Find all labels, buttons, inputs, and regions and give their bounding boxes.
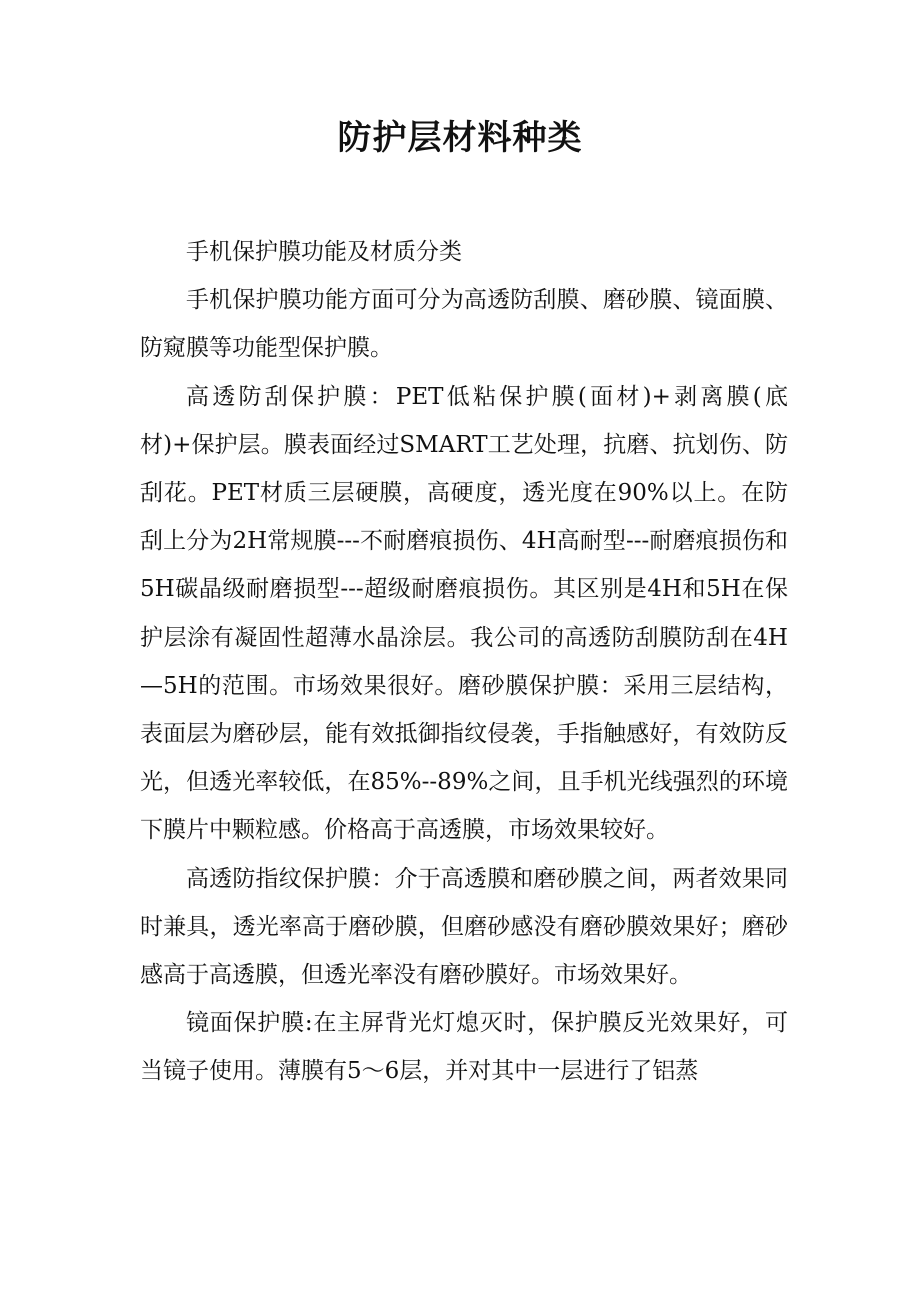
- document-body: [140, 228, 788, 1096]
- paragraph-mirror-film: 镜面保护膜:在主屏背光灯熄灭时，保护膜反光效果好，可当镜子使用。薄膜有5～6层，并对其中一层进行了铝蒸: [140, 1010, 788, 1085]
- paragraph-function-overview: 手机保护膜功能方面可分为高透防刮膜、磨砂膜、镜面膜、防窥膜等功能型保护膜。: [140, 287, 788, 362]
- paragraph-anti-fingerprint-film: 高透防指纹保护膜：介于高透膜和磨砂膜之间，两者效果同时兼具，透光率高于磨砂膜，但磨砂感没有磨砂膜效果好；磨砂感高于高透膜，但透光率没有磨砂膜好。市场效果好。: [140, 865, 788, 989]
- paragraph-high-transparency-film: 高透防刮保护膜：PET低粘保护膜(面材)+剥离膜(底材)+保护层。膜表面经过SMART工艺处理，抗磨、抗划伤、防刮花。PET材质三层硬膜，高硬度，透光度在90%以上。在防刮上分为2H常规膜---不耐磨痕损伤、4H高耐型---耐磨痕损伤和5H碳晶级耐磨损型---超级耐磨痕损伤。其区别是4H和5H在保护层涂有凝固性超薄水晶涂层。我公司的高透防刮膜防刮在4H—5H的范围。市场效果很好。磨砂膜保护膜：采用三层结构，表面层为磨砂层，能有效抵御指纹侵袭，手指触感好，有效防反光，但透光率较低，在85%--89%之间，且手机光线强烈的环境下膜片中颗粒感。价格高于高透膜，市场效果较好。: [140, 383, 788, 844]
- page-title: 防护层材料种类: [337, 118, 583, 158]
- paragraph-section-heading: 手机保护膜功能及材质分类: [186, 239, 462, 265]
